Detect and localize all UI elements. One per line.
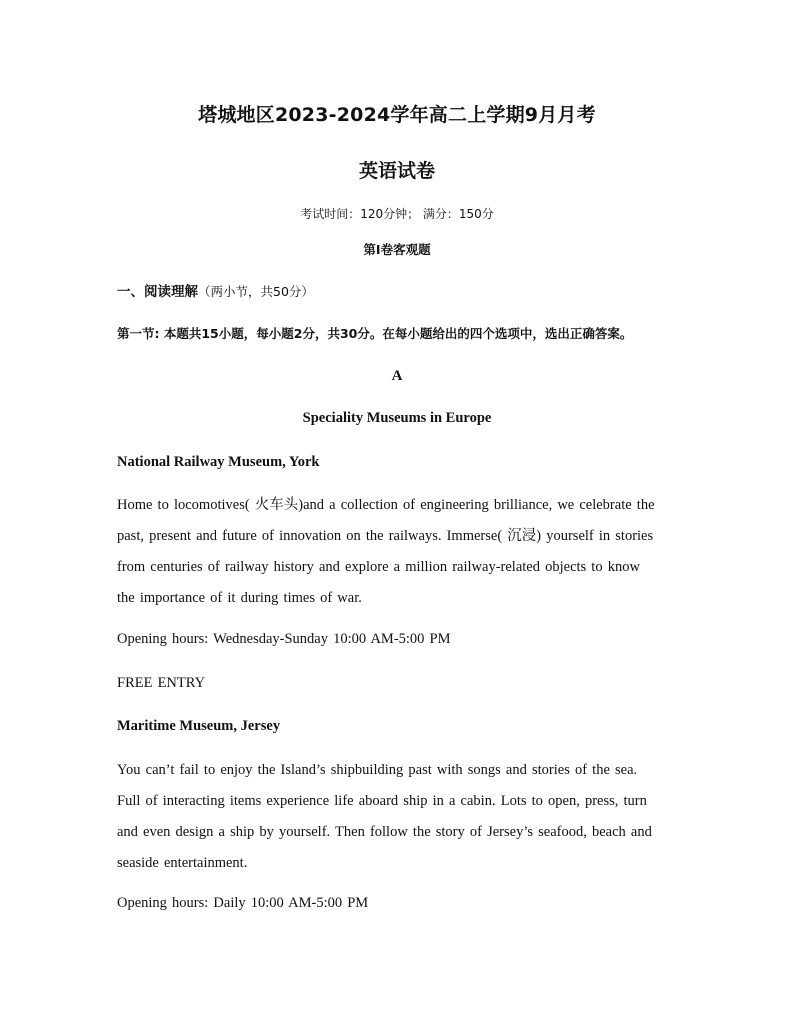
exam-title: 塔城地区2023-2024学年高二上学期9月月考 — [198, 104, 596, 126]
opening-hours: Opening hours: Daily 10:00 AM-5:00 PM — [117, 895, 369, 911]
description-line: Home to locomotives( 火车头)and a collection of engineering brilliance, we celebrate the — [117, 497, 655, 513]
part-one-note: （两小节，共50分） — [198, 284, 314, 299]
description-line: Full of interacting items experience life aboard ship in a cabin. Lots to open, press, turn — [117, 793, 647, 809]
section-one-instruction: 第一节: 本题共15小题，每小题2分，共30分。在每小题给出的四个选项中，选出正确答案。 — [117, 326, 633, 341]
part-one-heading — [117, 280, 314, 300]
entry-info: FREE ENTRY — [117, 675, 206, 691]
passage-title: Speciality Museums in Europe — [302, 410, 492, 426]
museum-heading: National Railway Museum, York — [117, 454, 320, 470]
description-line: You can’t fail to enjoy the Island’s shipbuilding past with songs and stories of the sea. — [117, 762, 638, 778]
description-line: from centuries of railway history and explore a million railway-related objects to know — [117, 559, 640, 575]
exam-subtitle: 英语试卷 — [358, 160, 435, 182]
museum-description — [117, 490, 679, 614]
museum-description — [117, 755, 679, 879]
volume-label: 第I卷客观题 — [363, 242, 431, 257]
description-line: seaside entertainment. — [117, 855, 248, 871]
passage-letter: A — [391, 368, 403, 384]
part-one-title: 一、阅读理解 — [117, 284, 198, 300]
museum-heading: Maritime Museum, Jersey — [117, 718, 281, 734]
opening-hours: Opening hours: Wednesday-Sunday 10:00 AM-5:00 PM — [117, 631, 451, 647]
description-line: past, present and future of innovation on the railways. Immerse( 沉浸) yourself in stories — [117, 528, 654, 544]
description-line: the importance of it during times of war. — [117, 590, 362, 606]
exam-info: 考试时间：120分钟； 满分：150分 — [300, 207, 494, 221]
description-line: and even design a ship by yourself. Then follow the story of Jersey’s seafood, beach and — [117, 824, 652, 840]
